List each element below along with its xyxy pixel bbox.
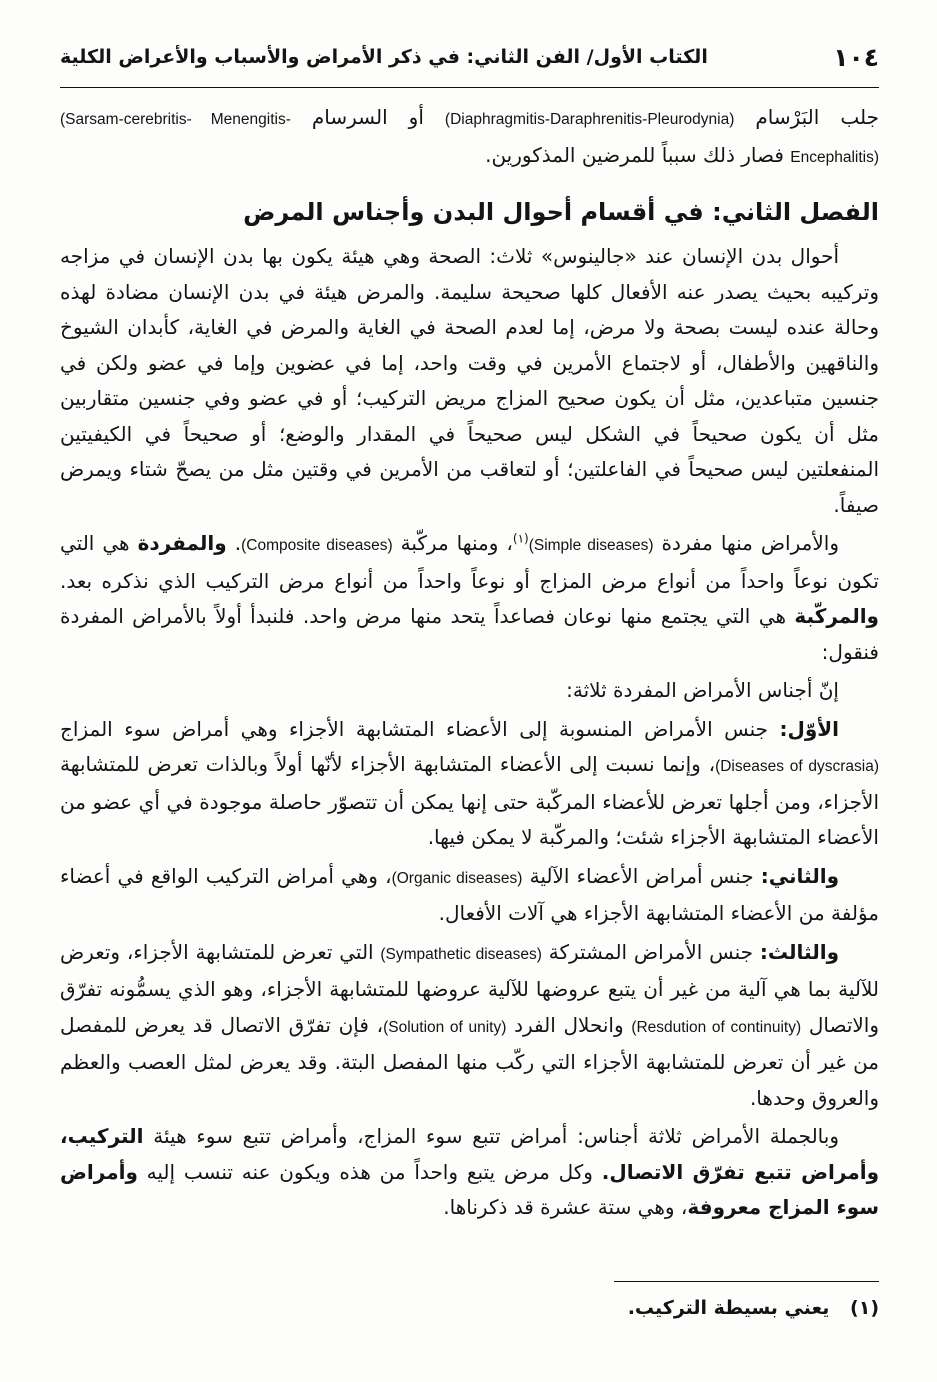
text-run: جلب البَرْسام — [734, 105, 879, 129]
footnote — [60, 1292, 879, 1324]
bold-term: التركيب، وأمراض تتبع تفرّق الاتصال. — [60, 1124, 879, 1184]
page-number: ١٠٤ — [833, 42, 879, 72]
bold-term: والثاني: — [760, 863, 839, 888]
bold-term: وأمراض سوء المزاج معروفة — [60, 1159, 879, 1219]
bold-term: والثالث: — [759, 939, 839, 964]
text-run: إنّ أجناس الأمراض المفردة ثلاثة: — [566, 678, 839, 702]
footnote-divider — [614, 1281, 879, 1282]
paragraph — [60, 712, 879, 856]
text-run: ، فإن تفرّق الاتصال قد يعرض للمفصل من غير أن تعرض للمتشابهة الأجزاء التي ركّب منها المفصل البتة. وقد يعرض لمثل العصب والعظم والعروق وحدها. — [60, 1012, 879, 1110]
paragraph — [60, 239, 879, 523]
header-divider — [60, 87, 879, 88]
text-run: . — [226, 531, 242, 555]
footnote-reference: (١) — [512, 531, 529, 546]
text-run: أو السرسام — [290, 105, 445, 129]
text-run: وبالجملة الأمراض ثلاثة أجناس: أمراض تتبع سوء المزاج، وأمراض تتبع سوء هيئة — [143, 1124, 839, 1148]
text-run: ، وإنما نسبت إلى الأعضاء المتشابهة الأجزاء لأنّها أولاً وبالذات تعرض للمتشابهة الأجزاء، ومن أجلها تعرض للأعضاء المركّبة حتى إنها يمكن أن تتصوّر حاصلة موجودة في أي عضو من الأعضاء المتشابهة الأجزاء شئت؛ والمركّبة لا يمكن فيها. — [60, 752, 879, 849]
text-run: ، وهي ستة عشرة قد ذكرناها. — [443, 1195, 688, 1219]
text-run: جنس الأمراض المنسوبة إلى الأعضاء المتشابهة الأجزاء وهي أمراض سوء المزاج — [60, 716, 780, 741]
footnote-marker: (١) — [850, 1297, 879, 1319]
text-run: أحوال بدن الإنسان عند «جالينوس» ثلاث: الصحة وهي هيئة يكون بها بدن الإنسان في مزاجه وتركيبه بحيث يصدر عنه الأفعال كلها صحيحة سليمة. والمرض هيئة في بدن الإنسان مضادة لهذه وحالة عنده ليست بصحة ولا مرض، إما لعدم الصحة في الغاية والمرض في الغاية، كأبدان الشيوخ والناقهين والأطفال، أو لاجتماع الأمرين في وقت واحد، إما في عضوين وإما في عضو ولكن في جنسين متباعدين، مثل أن يكون صحيح المزاج مريض التركيب؛ أو في عضو وفي جنسين متقاربين مثل أن يكون صحيحاً في الشكل ليس صحيحاً في المقدار والوضع؛ أو صحيحاً في الكيفيتين المنفعلتين ليس صحيحاً في الفاعلتين؛ أو لتعاقب من الأمرين في وقتين مثل من يصحّ شتاء ويمرض صيفاً. — [60, 244, 879, 517]
latin-term: (Composite diseases) — [241, 537, 393, 554]
text-run: وكل مرض يتبع واحداً من هذه ويكون عنه تنسب إليه — [137, 1159, 602, 1184]
bold-term: الأوّل: — [779, 716, 839, 741]
main-text — [60, 100, 879, 1265]
running-header — [60, 36, 879, 78]
latin-term: (Sympathetic diseases) — [380, 945, 542, 963]
bold-term: والمركّبة — [794, 604, 879, 628]
text-run: جنس أمراض الأعضاء الآلية — [522, 863, 761, 888]
latin-term: (Organic diseases) — [391, 869, 523, 887]
running-title: الكتاب الأول/ الفن الثاني: في ذكر الأمراض والأسباب والأعراض الكلية — [60, 46, 708, 68]
latin-term: (Solution of unity) — [383, 1018, 507, 1036]
text-run: هي التي يجتمع منها نوعان فصاعداً يتحد منها مرض واحد. فلنبدأ أولاً بالأمراض المفردة فنقول: — [60, 604, 879, 664]
text-run: التي تعرض للمتشابهة الأجزاء، وتعرض للآلية بما هي آلية من غير أن يتبع عروضها للآلية عروضها للمتشابهة الأجزاء، وهو الذي يسمُّونه تفرّق والاتصال — [60, 939, 879, 1037]
bold-term: والمفردة — [137, 531, 227, 555]
text-run: جنس الأمراض المشتركة — [541, 939, 760, 964]
latin-term: (Diaphragmitis-Daraphrenitis-Pleurodynia) — [444, 111, 735, 128]
latin-term: (Diseases of dyscrasia) — [715, 758, 879, 775]
paragraph — [60, 859, 879, 932]
continuation-paragraph — [60, 100, 879, 175]
paragraph — [60, 526, 879, 670]
text-run: ، وهي أمراض التركيب الواقع في أعضاء مؤلفة من الأعضاء المتشابهة الأجزاء هي آلات الأفعال. — [60, 863, 879, 925]
paragraph — [60, 673, 879, 709]
paragraph — [60, 1119, 879, 1226]
chapter-heading: الفصل الثاني: في أقسام أحوال البدن وأجناس المرض — [243, 198, 879, 226]
latin-term: (Resdution of continuity) — [631, 1018, 802, 1036]
text-run: وانحلال الفرد — [506, 1012, 632, 1037]
paragraph — [60, 935, 879, 1117]
latin-term: (Simple diseases) — [528, 537, 654, 554]
text-run: ، ومنها مركّبة — [392, 531, 513, 555]
text-run: فصار ذلك سبباً للمرضين المذكورين. — [485, 142, 791, 167]
text-run: هي التي تكون نوعاً واحداً من أنواع مرض المزاج أو نوعاً واحداً من أنواع مرض التركيب الذي نذكره بعد. — [60, 531, 879, 593]
latin-term: (Sarsam-cerebritis- Menengitis-Encephalitis) — [60, 111, 879, 166]
text-run: والأمراض منها مفردة — [653, 531, 839, 555]
footnote-text: يعني بسيطة التركيب. — [627, 1297, 830, 1319]
